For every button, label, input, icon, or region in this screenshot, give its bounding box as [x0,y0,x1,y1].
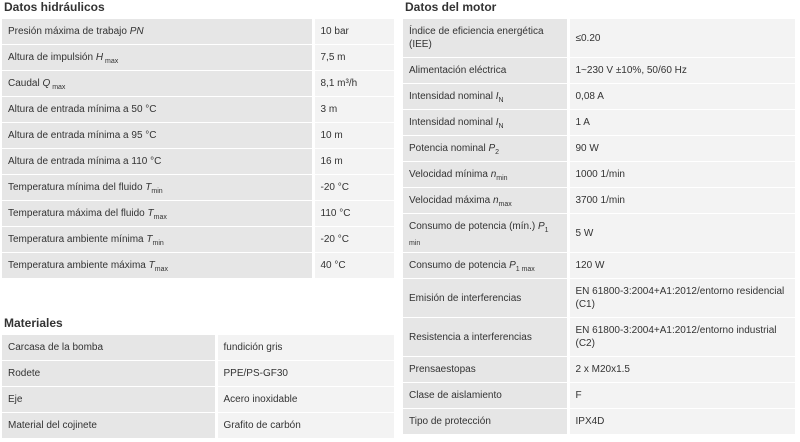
row-symbol-subscript: N [498,123,504,130]
row-label [403,253,568,279]
row-symbol-subscript: min [152,240,164,247]
row-label-text: Consumo de potencia (mín.) [409,221,538,232]
table-row [403,318,795,357]
row-value: PPE/PS-GF30 [216,361,394,387]
row-label-text: Clase de aislamiento [409,390,502,401]
row-symbol: PN [129,26,144,37]
row-symbol: P [488,143,496,154]
materials-table [2,335,394,439]
table-row [2,227,394,253]
table-row [403,383,795,409]
row-label-text: Temperatura ambiente máxima [8,260,149,271]
row-symbol-subscript: max [50,84,66,91]
row-symbol: Q [42,78,51,89]
row-label [2,201,313,227]
row-label [403,58,568,84]
row-symbol: n [492,195,499,206]
row-value: 120 W [568,253,795,279]
row-label [403,409,568,435]
table-row [2,361,394,387]
row-value: 0,08 A [568,84,795,110]
row-label-text: Altura de entrada mínima a 95 °C [8,130,157,141]
row-label-text: Resistencia a interferencias [409,331,532,343]
row-symbol-subscript: max [153,214,167,221]
row-value: Acero inoxidable [216,387,394,413]
row-symbol-subscript: 1 max [515,266,535,273]
row-label-text: Intensidad nominal [409,91,496,102]
row-value: fundición gris [216,335,394,361]
row-label [2,413,216,439]
row-label [403,19,568,58]
row-value: 2 x M20x1.5 [568,357,795,383]
row-label [403,136,568,162]
row-label-text: Prensaestopas [409,364,476,375]
row-symbol-subscript: N [498,97,504,104]
row-value: 7,5 m [313,45,394,71]
table-row [2,45,394,71]
row-symbol-subscript: max [103,58,119,65]
row-value: 3700 1/min [568,188,795,214]
row-label [2,335,216,361]
row-symbol: P [509,260,516,271]
row-label [2,387,216,413]
row-value: 5 W [568,214,795,253]
row-label-text: Consumo de potencia [409,260,510,271]
row-label [2,71,313,97]
row-symbol: T [148,260,155,271]
row-label-text: Altura de entrada mínima a 50 °C [8,104,157,115]
table-row [403,214,795,253]
materials-title: Materiales [4,316,63,330]
row-label [403,110,568,136]
row-label [2,175,313,201]
hydraulic-data-table [2,19,394,279]
row-label-text: Velocidad máxima [409,195,493,206]
row-value: 3 m [313,97,394,123]
row-value: IPX4D [568,409,795,435]
row-label-text: Temperatura mínima del fluido [8,182,146,193]
row-label [2,97,313,123]
hydraulic-data-title: Datos hidráulicos [4,0,105,14]
row-label-text: Altura de entrada mínima a 110 °C [8,156,162,167]
row-symbol-subscript: max [154,266,168,273]
row-label [2,45,313,71]
row-value: -20 °C [313,175,394,201]
row-symbol: I [495,91,499,102]
table-row [403,58,795,84]
table-row [403,162,795,188]
row-value: -20 °C [313,227,394,253]
row-label-text: Temperatura ambiente mínima [8,234,147,245]
table-row [2,335,394,361]
table-row [403,19,795,58]
table-row [2,149,394,175]
table-row [2,123,394,149]
row-label-text: Alimentación eléctrica [409,65,507,76]
row-value: 110 °C [313,201,394,227]
table-row [403,136,795,162]
row-label-text: Eje [8,394,23,405]
row-label [403,318,568,357]
table-row [2,387,394,413]
row-value: EN 61800-3:2004+A1:2012/entorno residencial (C1) [568,279,795,318]
row-label [2,123,313,149]
table-row [403,409,795,435]
row-label [2,361,216,387]
row-symbol-subscript: 2 [495,149,500,156]
row-label [403,84,568,110]
row-label-text: Potencia nominal [409,143,489,154]
table-row [2,413,394,439]
row-symbol: T [146,234,153,245]
row-symbol-subscript: min [496,175,508,182]
table-row [2,201,394,227]
row-label-text: Temperatura máxima del fluido [8,208,148,219]
row-value: 1~230 V ±10%, 50/60 Hz [568,58,795,84]
row-label [403,188,568,214]
row-label [403,383,568,409]
row-label [2,227,313,253]
row-label-text: Carcasa de la bomba [8,342,104,353]
row-value: 1000 1/min [568,162,795,188]
row-label-text: Emisión de interferencias [409,292,522,304]
row-label-text: Tipo de protección [409,416,491,427]
row-symbol: H [95,52,104,63]
motor-data-table [403,19,795,435]
row-symbol-subscript: min [151,188,163,195]
row-value: 90 W [568,136,795,162]
row-label [403,214,568,253]
row-label-text: Altura de impulsión [8,52,96,63]
table-row [2,97,394,123]
row-symbol: P [537,221,545,232]
row-value: 16 m [313,149,394,175]
table-row [2,71,394,97]
row-label-text: Intensidad nominal [409,117,496,128]
row-value: 8,1 m³/h [313,71,394,97]
table-row [403,110,795,136]
row-label [403,162,568,188]
row-symbol: T [147,208,154,219]
row-value: Grafito de carbón [216,413,394,439]
row-label [2,253,313,279]
row-label-text: Índice de eficiencia energética (IEE) [409,26,544,50]
row-symbol-subscript: max [498,201,512,208]
table-row [403,188,795,214]
row-value: 1 A [568,110,795,136]
row-symbol: T [145,182,152,193]
row-value: 10 m [313,123,394,149]
row-symbol: n [490,169,497,180]
row-value: ≤0.20 [568,19,795,58]
motor-data-title: Datos del motor [405,0,497,14]
table-row [403,357,795,383]
row-label [2,149,313,175]
row-label [2,19,313,45]
row-label [403,279,568,318]
table-row [2,253,394,279]
row-label-text: Caudal [8,78,43,89]
row-value: EN 61800-3:2004+A1:2012/entorno industrial (C2) [568,318,795,357]
row-value: 40 °C [313,253,394,279]
row-label-text: Velocidad mínima [409,169,491,180]
table-row [2,19,394,45]
table-row [403,279,795,318]
table-row [403,84,795,110]
row-label-text: Material del cojinete [8,420,97,431]
row-symbol-subscript: 1 min [409,227,549,247]
table-row [2,175,394,201]
row-label-text: Presión máxima de trabajo [8,26,130,37]
table-row [403,253,795,279]
row-symbol: I [495,117,499,128]
row-label [403,357,568,383]
row-value: F [568,383,795,409]
row-value: 10 bar [313,19,394,45]
row-label-text: Rodete [8,368,41,379]
